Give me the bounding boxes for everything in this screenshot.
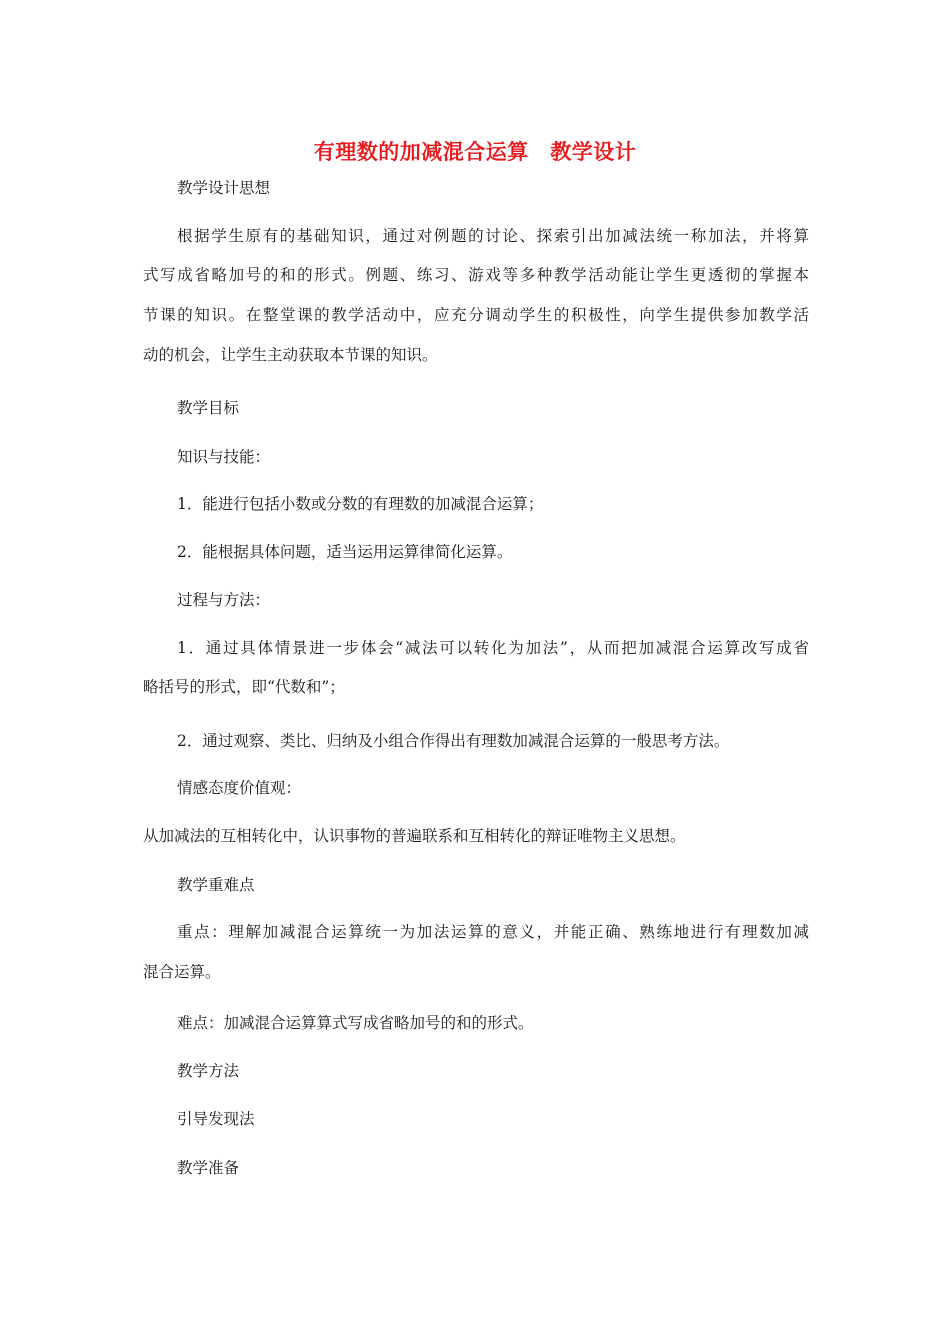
paragraph-line: 难点：加减混合运算算式写成省略加号的和的形式。 — [177, 1014, 534, 1032]
list-item: 1．通过具体情景进一步体会“减法可以转化为加法”，从而把加减混合运算改写成省 — [177, 639, 809, 657]
list-item: 1．能进行包括小数或分数的有理数的加减混合运算； — [177, 495, 544, 513]
document-title: 有理数的加减混合运算 教学设计 — [313, 140, 637, 164]
paragraph-line: 从加减法的互相转化中，认识事物的普遍联系和互相转化的辩证唯物主义思想。 — [143, 827, 686, 845]
heading-key-difficult-points: 教学重难点 — [177, 876, 255, 894]
heading-teaching-method: 教学方法 — [177, 1062, 240, 1080]
subheading-attitudes-values: 情感态度价值观： — [177, 779, 302, 797]
heading-design-idea: 教学设计思想 — [177, 179, 271, 197]
paragraph-line: 式写成省略加号的和的形式。例题、练习、游戏等多种教学活动能让学生更透彻的掌握本 — [143, 266, 809, 284]
paragraph-line: 根据学生原有的基础知识，通过对例题的讨论、探索引出加减法统一称加法，并将算 — [177, 227, 809, 245]
paragraph-line: 重点：理解加减混合运算统一为加法运算的意义，并能正确、熟练地进行有理数加减 — [177, 923, 809, 941]
subheading-knowledge-skills: 知识与技能： — [177, 448, 271, 466]
paragraph-line: 动的机会，让学生主动获取本节课的知识。 — [143, 346, 438, 364]
paragraph-line: 节课的知识。在整堂课的教学活动中，应充分调动学生的积极性，向学生提供参加教学活 — [143, 306, 809, 324]
list-item: 2．能根据具体问题，适当运用运算律简化运算。 — [177, 543, 513, 561]
paragraph-line: 引导发现法 — [177, 1110, 255, 1128]
list-item-continuation: 略括号的形式，即“代数和”； — [143, 678, 345, 696]
heading-teaching-preparation: 教学准备 — [177, 1159, 240, 1177]
list-item: 2．通过观察、类比、归纳及小组合作得出有理数加减混合运算的一般思考方法。 — [177, 732, 730, 750]
heading-teaching-goals: 教学目标 — [177, 399, 240, 417]
subheading-process-methods: 过程与方法： — [177, 591, 271, 609]
paragraph-line: 混合运算。 — [143, 963, 221, 981]
